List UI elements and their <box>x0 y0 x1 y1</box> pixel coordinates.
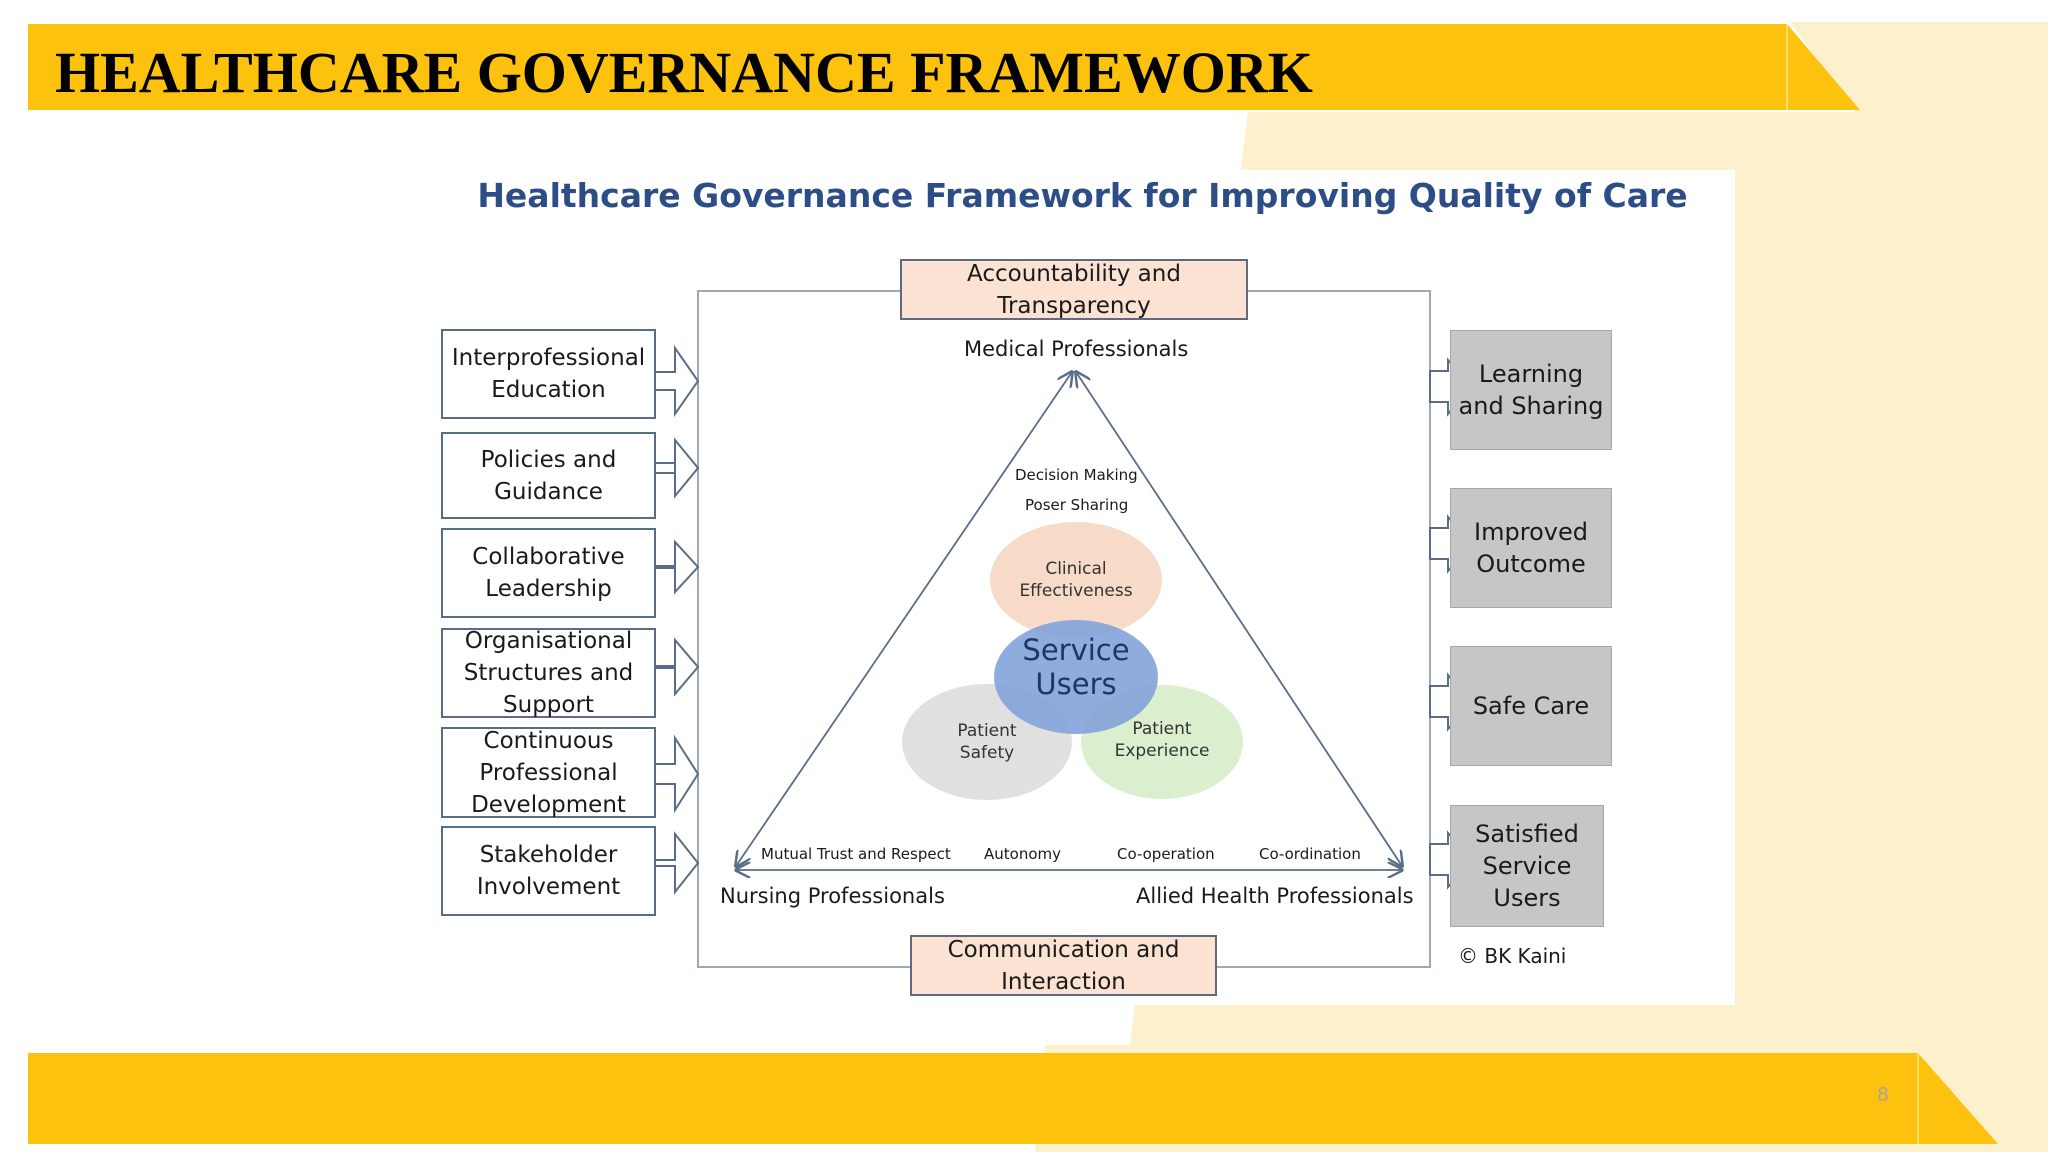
accountability-box-label: Accountability and Transparency <box>967 260 1181 319</box>
left-box-stakeholder-involvement <box>441 826 656 916</box>
base-label-co-ordination: Co-ordination <box>1259 845 1361 863</box>
left-box-interprofessional-education <box>441 329 656 419</box>
left-arrow-1 <box>655 348 698 414</box>
base-label-mutual-trust: Mutual Trust and Respect <box>761 845 951 863</box>
left-arrow-4 <box>655 640 698 694</box>
base-label-autonomy: Autonomy <box>984 845 1061 863</box>
left-box-label: Stakeholder Involvement <box>476 842 621 900</box>
left-arrow-3 <box>655 542 698 592</box>
label-decision-making: Decision Making <box>1015 466 1138 484</box>
left-arrow-2 <box>655 440 698 496</box>
right-box-label: Satisfied Service Users <box>1475 820 1579 912</box>
left-box-continuous-professional-development <box>441 727 656 818</box>
vertex-nursing-professionals: Nursing Professionals <box>720 884 945 908</box>
left-box-label: Interprofessional Education <box>451 345 646 403</box>
left-box-organisational-structures <box>441 628 656 718</box>
circle-label-patient-safety: Patient Safety <box>957 721 1017 763</box>
vertex-medical-professionals: Medical Professionals <box>964 337 1189 361</box>
right-box-label: Safe Care <box>1472 692 1590 720</box>
circle-label-patient-experience: Patient Experience <box>1114 719 1210 761</box>
label-power-sharing: Poser Sharing <box>1025 496 1129 514</box>
left-box-label: Collaborative Leadership <box>472 544 625 602</box>
right-box-improved-outcome <box>1450 488 1612 608</box>
right-box-label: Learning and Sharing <box>1458 360 1604 420</box>
left-arrow-6 <box>655 834 698 892</box>
right-box-satisfied-service-users <box>1450 805 1604 927</box>
page-number: 8 <box>1877 1084 1889 1106</box>
diagram-title: Healthcare Governance Framework for Improving Quality of Care <box>477 176 1688 215</box>
accountability-box <box>900 259 1248 320</box>
circle-label-clinical-effectiveness: Clinical Effectiveness <box>1019 559 1133 601</box>
copyright-label: © BK Kaini <box>1458 944 1567 968</box>
left-box-label: Organisational Structures and Support <box>463 628 634 718</box>
communication-box-label: Communication and Interaction <box>947 936 1180 995</box>
slide-title: HEALTHCARE GOVERNANCE FRAMEWORK <box>55 40 1313 105</box>
left-box-label: Continuous Professional Development <box>471 727 626 818</box>
right-box-learning-sharing <box>1450 330 1612 450</box>
footer-banner <box>28 1053 1998 1144</box>
vertex-allied-health-professionals: Allied Health Professionals <box>1136 884 1414 908</box>
base-label-co-operation: Co-operation <box>1117 845 1215 863</box>
communication-box <box>910 935 1217 996</box>
circle-label-service-users: Service Users <box>1022 633 1130 701</box>
left-box-label: Policies and Guidance <box>480 446 617 505</box>
right-box-label: Improved Outcome <box>1474 518 1588 578</box>
left-box-collaborative-leadership <box>441 528 656 618</box>
left-arrow-5 <box>655 738 698 810</box>
right-box-safe-care <box>1450 646 1612 766</box>
left-box-policies-guidance <box>441 432 656 519</box>
